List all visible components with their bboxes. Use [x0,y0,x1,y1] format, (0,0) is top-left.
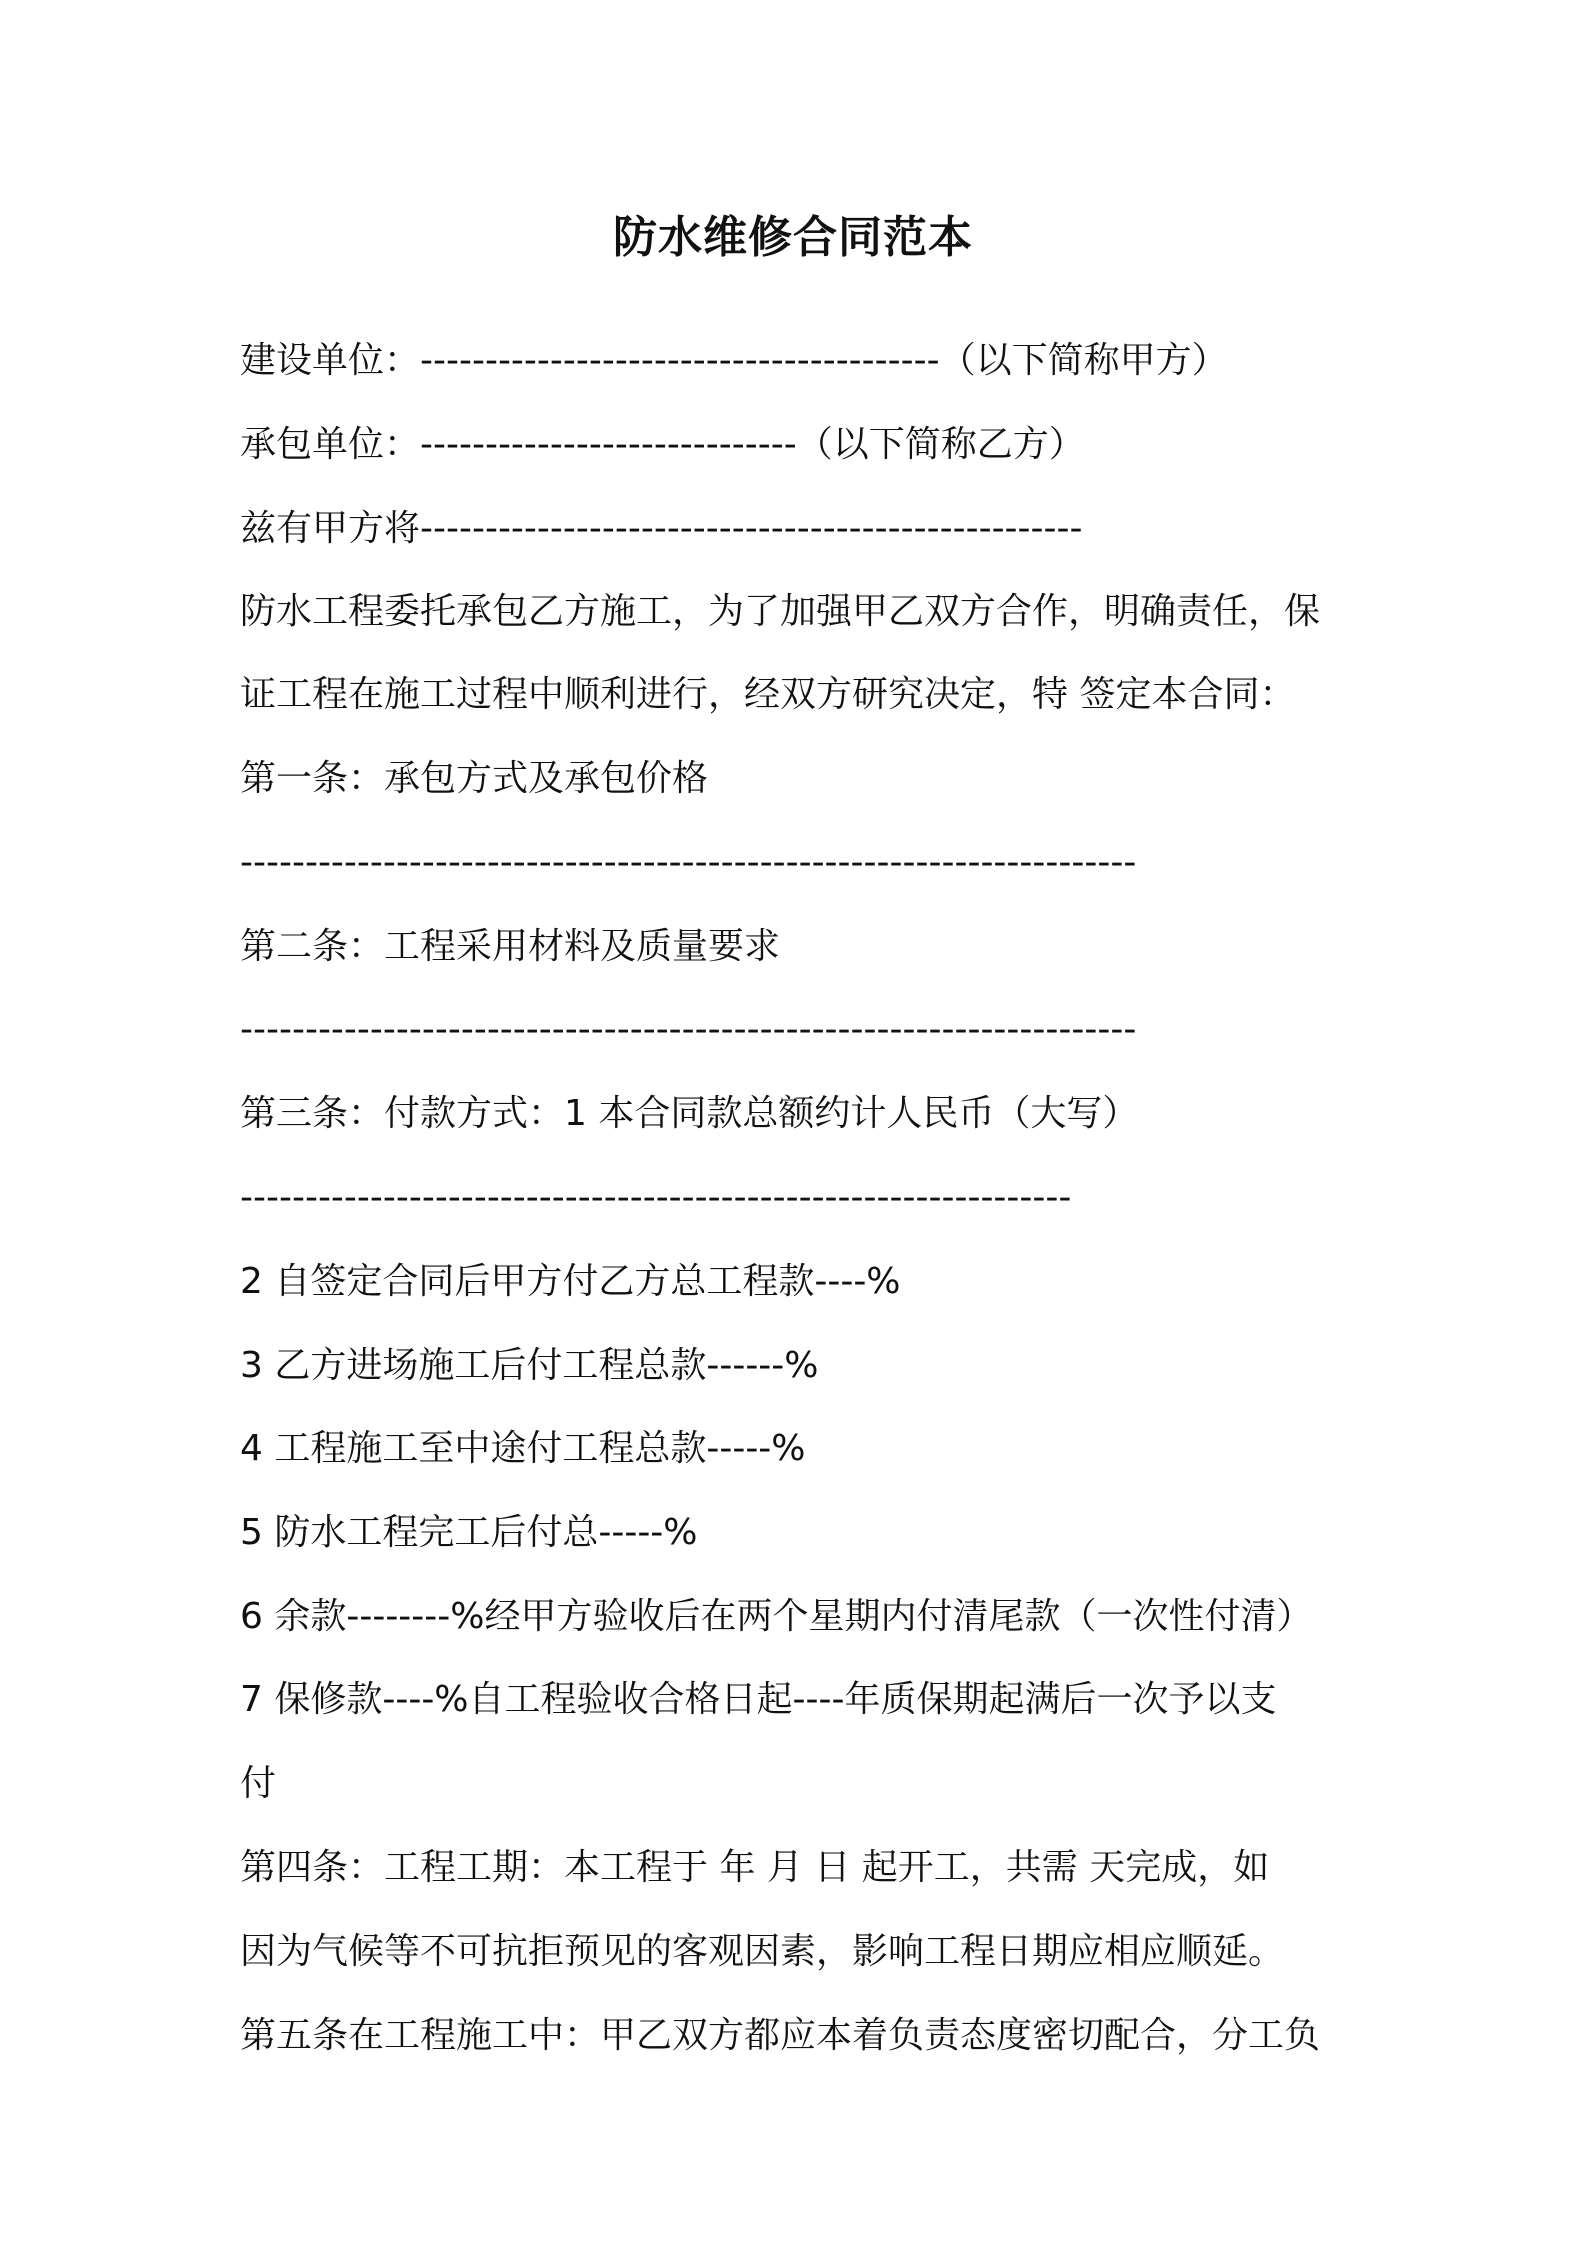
payment-item-2: 2 自签定合同后甲方付乙方总工程款----% [240,1261,901,1302]
article-2-blank: --------------------------------------------------------------------- [240,1009,1137,1050]
payment-item-6: 6 余款--------%经甲方验收后在两个星期内付清尾款（一次性付清） [240,1596,1313,1637]
article-4-line-2: 因为气候等不可抗拒预见的客观因素，影响工程日期应相应顺延。 [240,1931,1285,1972]
line-construction-unit: 建设单位：----------------------------------------（以下简称甲方） [240,340,1228,381]
line-preamble-1: 防水工程委托承包乙方施工，为了加强甲乙双方合作，明确责任，保 [240,591,1321,632]
article-1-heading: 第一条：承包方式及承包价格 [240,758,709,799]
article-4-line-1: 第四条：工程工期：本工程于 年 月 日 起开工，共需 天完成，如 [240,1847,1270,1888]
article-5-line-1: 第五条在工程施工中：甲乙双方都应本着负责态度密切配合，分工负 [240,2015,1321,2056]
line-party-a-entrust: 兹有甲方将--------------------------------------------------- [240,508,1083,549]
payment-item-4: 4 工程施工至中途付工程总款-----% [240,1428,806,1469]
article-1-blank: --------------------------------------------------------------------- [240,842,1137,883]
payment-item-5: 5 防水工程完工后付总-----% [240,1512,698,1553]
payment-item-7-continued: 付 [240,1763,277,1804]
article-3-blank: ---------------------------------------------------------------- [240,1177,1072,1218]
article-2-heading: 第二条：工程采用材料及质量要求 [240,926,781,967]
payment-item-7: 7 保修款----%自工程验收合格日起----年质保期起满后一次予以支 [240,1679,1277,1720]
line-contractor-unit: 承包单位：-----------------------------（以下简称乙方） [240,424,1085,465]
article-3-heading: 第三条：付款方式：1 本合同款总额约计人民币（大写） [240,1093,1139,1134]
document-title: 防水维修合同范本 [613,212,973,263]
line-preamble-2: 证工程在施工过程中顺利进行，经双方研究决定，特 签定本合同： [240,674,1296,715]
payment-item-3: 3 乙方进场施工后付工程总款------% [240,1345,819,1386]
